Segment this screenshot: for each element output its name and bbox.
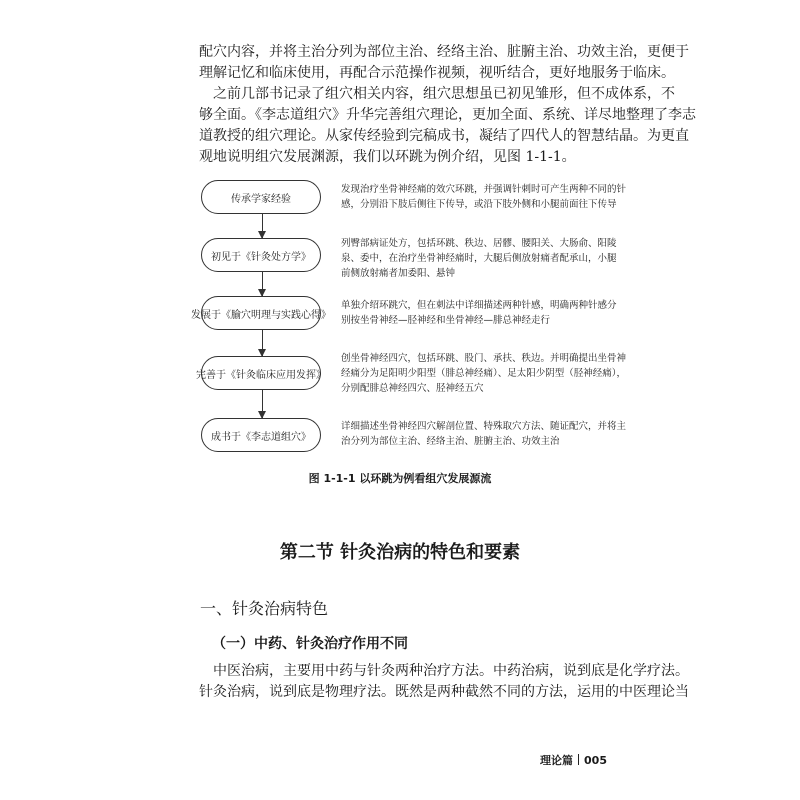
flow-step-5-desc bbox=[341, 419, 627, 449]
desc-line: 详细描述坐骨神经四穴解剖位置、特殊取穴方法、随证配穴，并将主 bbox=[341, 421, 627, 432]
flow-step-4-desc bbox=[341, 351, 627, 396]
flow-arrow-1 bbox=[262, 214, 263, 238]
desc-line: 前侧放射痛者加委阳、悬钟 bbox=[341, 268, 456, 279]
desc-line: 列臀部病证处方，包括环跳、秩边、居髎、腰阳关、大肠俞、阳陵 bbox=[341, 238, 617, 249]
text-line: 之前几部书记录了组穴相关内容，组穴思想虽已初见雏形，但不成体系，不 bbox=[213, 86, 675, 102]
flow-step-5-box: 成书于《李志道组穴》 bbox=[201, 418, 321, 452]
desc-line: 感，分别沿下肢后侧往下传导，或沿下肢外侧和小腿前面往下传导 bbox=[341, 199, 617, 210]
flow-arrow-4 bbox=[262, 390, 263, 418]
section-title: 第二节 针灸治病的特色和要素 bbox=[279, 542, 521, 563]
desc-line: 发现治疗坐骨神经痛的效穴环跳，并强调针刺时可产生两种不同的针 bbox=[341, 184, 627, 195]
text-line: 道教授的组穴理论。从家传经验到完稿成书，凝结了四代人的智慧结晶。为更直 bbox=[199, 128, 689, 144]
text-line: 针灸治病，说到底是物理疗法。既然是两种截然不同的方法，运用的中医理论当 bbox=[199, 684, 689, 700]
flow-arrow-3 bbox=[262, 330, 263, 356]
desc-line: 创坐骨神经四穴，包括环跳、股门、承扶、秩边。并明确提出坐骨神 bbox=[341, 353, 627, 364]
flow-step-4-box: 完善于《针灸临床应用发挥》 bbox=[201, 356, 321, 390]
flow-step-3-box: 发展于《腧穴明理与实践心得》 bbox=[201, 296, 321, 330]
heading-level-2: （一）中药、针灸治疗作用不同 bbox=[212, 636, 408, 652]
desc-line: 经痛分为足阳明少阳型（腓总神经痛）、足太阳少阴型（胫神经痛）， bbox=[341, 368, 627, 379]
text-line: 配穴内容，并将主治分列为部位主治、经络主治、脏腑主治、功效主治，更便于 bbox=[199, 44, 689, 60]
body-paragraph bbox=[199, 661, 689, 703]
text-line: 理解记忆和临床使用，再配合示范操作视频，视听结合，更好地服务于临床。 bbox=[199, 65, 675, 81]
flow-step-2-desc bbox=[341, 236, 617, 281]
desc-line: 泉、委中，在治疗坐骨神经痛时，大腿后侧放射痛者配承山，小腿 bbox=[341, 253, 617, 264]
page-number: 005 bbox=[584, 754, 607, 767]
flow-step-2-box: 初见于《针灸处方学》 bbox=[201, 238, 321, 272]
flow-step-3-desc bbox=[341, 298, 617, 328]
desc-line: 治分列为部位主治、经络主治、脏腑主治、功效主治 bbox=[341, 436, 560, 447]
text-line: 观地说明组穴发展渊源，我们以环跳为例介绍，见图 1-1-1。 bbox=[199, 149, 576, 165]
footer-label: 理论篇 bbox=[540, 754, 574, 767]
desc-line: 别按坐骨神经—胫神经和坐骨神经—腓总神经走行 bbox=[341, 315, 551, 326]
desc-line: 分别配腓总神经四穴、胫神经五穴 bbox=[341, 383, 484, 394]
flow-step-1-box: 传承学家经验 bbox=[201, 180, 321, 214]
text-line: 中医治病，主要用中药与针灸两种治疗方法。中药治病，说到底是化学疗法。 bbox=[213, 663, 689, 679]
desc-line: 单独介绍环跳穴，但在刺法中详细描述两种针感，明确两种针感分 bbox=[341, 300, 617, 311]
heading-level-1: 一、针灸治病特色 bbox=[200, 599, 329, 618]
figure-caption: 图 1-1-1 以环跳为例看组穴发展源流 bbox=[308, 472, 492, 485]
footer-separator bbox=[578, 754, 579, 765]
flow-arrow-2 bbox=[262, 272, 263, 296]
text-line: 够全面。《李志道组穴》升华完善组穴理论，更加全面、系统、详尽地整理了李志 bbox=[199, 107, 696, 123]
page-footer bbox=[540, 752, 607, 768]
flow-step-1-desc bbox=[341, 182, 627, 212]
